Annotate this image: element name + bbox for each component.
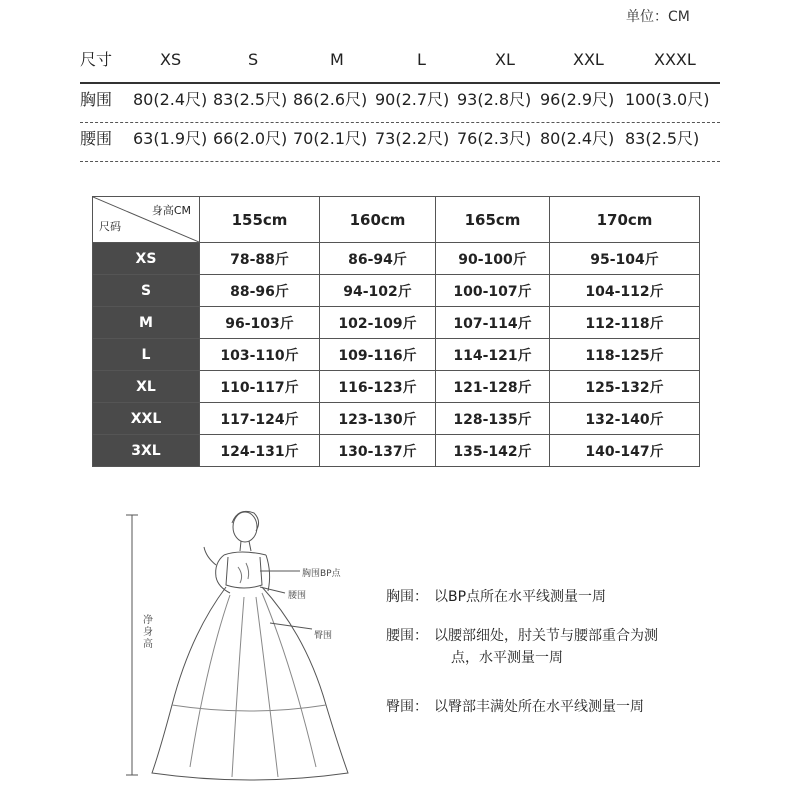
size-cell: L [93, 339, 200, 371]
cell: 80(2.4尺) [540, 129, 615, 148]
weight-row-xxl [93, 403, 700, 435]
weight-row-xl [93, 371, 700, 403]
corner-cell [93, 197, 200, 243]
size-cell: S [93, 275, 200, 307]
height-header: 170cm [550, 197, 700, 243]
weight-cell: 95-104斤 [550, 243, 700, 275]
cell: 76(2.3尺) [457, 129, 532, 148]
header-size-xl: XL [495, 50, 515, 69]
size-cell: XS [93, 243, 200, 275]
cell: 70(2.1尺) [293, 129, 368, 148]
height-header: 165cm [436, 197, 550, 243]
header-size-l: L [417, 50, 426, 69]
corner-size-label: 尺码 [99, 220, 121, 233]
header-size-xxl: XXL [573, 50, 604, 69]
callout-bust-point: 胸围BP点 [302, 569, 341, 579]
weight-cell: 114-121斤 [436, 339, 550, 371]
cell: 80(2.4尺) [133, 90, 208, 109]
waist-desc-label: 腰围： [386, 628, 428, 644]
size-cell: XL [93, 371, 200, 403]
cell: 100(3.0尺) [625, 90, 710, 109]
callout-waist: 腰围 [288, 591, 307, 601]
header-size-xs: XS [160, 50, 182, 69]
weight-cell: 86-94斤 [320, 243, 436, 275]
hip-desc-text: 以臀部丰满处所在水平线测量一周 [434, 699, 644, 715]
size-cell: M [93, 307, 200, 339]
weight-cell: 130-137斤 [320, 435, 436, 467]
header-label: 尺寸 [80, 50, 113, 69]
header-size-s: S [248, 50, 259, 69]
waist-desc-text-2: 点，水平测量一周 [451, 650, 563, 666]
size-cell: 3XL [93, 435, 200, 467]
weight-cell: 107-114斤 [436, 307, 550, 339]
weight-cell: 94-102斤 [320, 275, 436, 307]
measurement-row-waist [80, 123, 720, 162]
cell: 83(2.5尺) [213, 90, 288, 109]
bust-desc-text: 以BP点所在水平线测量一周 [434, 589, 607, 605]
callout-hip: 臀围 [314, 631, 333, 641]
height-header: 155cm [200, 197, 320, 243]
header-size-xxxl: XXXL [654, 50, 696, 69]
weight-cell: 132-140斤 [550, 403, 700, 435]
weight-cell: 124-131斤 [200, 435, 320, 467]
height-header: 160cm [320, 197, 436, 243]
cell: 93(2.8尺) [457, 90, 532, 109]
weight-row-xs [93, 243, 700, 275]
cell: 66(2.0尺) [213, 129, 288, 148]
weight-cell: 110-117斤 [200, 371, 320, 403]
weight-cell: 128-135斤 [436, 403, 550, 435]
weight-header-row [93, 197, 700, 243]
weight-cell: 121-128斤 [436, 371, 550, 403]
measurement-table [80, 44, 720, 162]
measurement-row-bust [80, 84, 720, 123]
weight-cell: 123-130斤 [320, 403, 436, 435]
weight-row-m [93, 307, 700, 339]
size-cell: XXL [93, 403, 200, 435]
weight-cell: 112-118斤 [550, 307, 700, 339]
weight-cell: 117-124斤 [200, 403, 320, 435]
weight-cell: 96-103斤 [200, 307, 320, 339]
weight-cell: 116-123斤 [320, 371, 436, 403]
corner-height-label: 身高CM [151, 204, 191, 217]
dress-figure-illustration [120, 505, 380, 795]
weight-cell: 135-142斤 [436, 435, 550, 467]
row-label: 腰围 [80, 129, 113, 148]
weight-row-l [93, 339, 700, 371]
unit-label: 单位：CM [626, 9, 690, 25]
weight-cell: 125-132斤 [550, 371, 700, 403]
cell: 90(2.7尺) [375, 90, 450, 109]
waist-desc-text: 以腰部细处，肘关节与腰部重合为测 [434, 628, 658, 644]
weight-size-table [92, 196, 700, 467]
cell: 73(2.2尺) [375, 129, 450, 148]
row-label: 胸围 [80, 90, 113, 109]
weight-cell: 88-96斤 [200, 275, 320, 307]
bust-desc-label: 胸围： [386, 589, 428, 605]
weight-cell: 109-116斤 [320, 339, 436, 371]
weight-cell: 103-110斤 [200, 339, 320, 371]
weight-cell: 102-109斤 [320, 307, 436, 339]
weight-row-s [93, 275, 700, 307]
cell: 96(2.9尺) [540, 90, 615, 109]
measurement-header-row [80, 44, 720, 84]
cell: 86(2.6尺) [293, 90, 368, 109]
cell: 83(2.5尺) [625, 129, 700, 148]
net-height-label: 净身高 [143, 615, 153, 650]
cell: 63(1.9尺) [133, 129, 208, 148]
weight-cell: 104-112斤 [550, 275, 700, 307]
weight-cell: 140-147斤 [550, 435, 700, 467]
header-size-m: M [330, 50, 344, 69]
hip-desc-label: 臀围： [386, 699, 428, 715]
weight-row-3xl [93, 435, 700, 467]
weight-cell: 78-88斤 [200, 243, 320, 275]
weight-cell: 100-107斤 [436, 275, 550, 307]
weight-cell: 90-100斤 [436, 243, 550, 275]
weight-cell: 118-125斤 [550, 339, 700, 371]
